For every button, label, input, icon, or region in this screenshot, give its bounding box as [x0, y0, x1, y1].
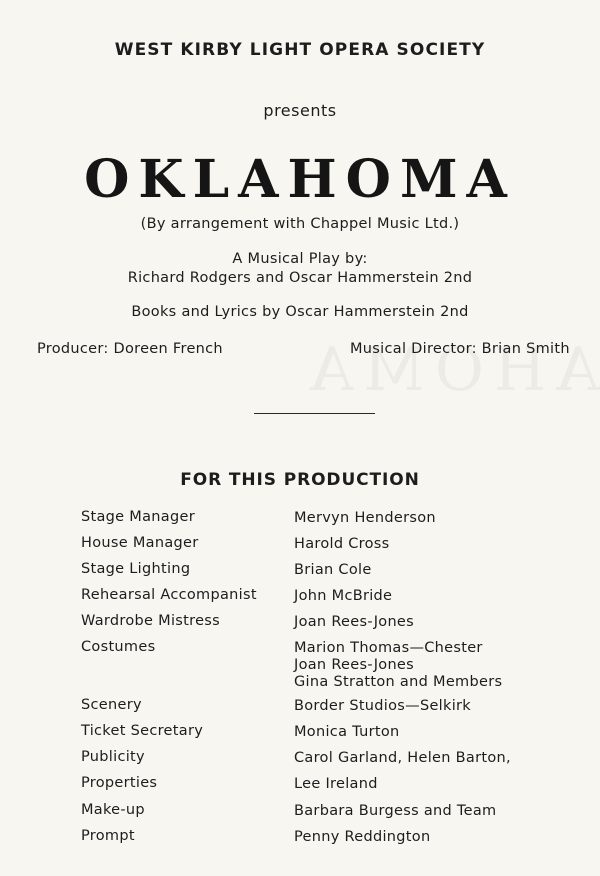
divider-rule: [254, 413, 375, 414]
credit-name: Barbara Burgess and Team: [294, 803, 497, 819]
credit-names: [294, 750, 511, 767]
section-heading: FOR THIS PRODUCTION: [180, 470, 420, 490]
credit-name: Marion Thomas—Chester: [294, 640, 483, 656]
credit-role: Make-up: [81, 802, 145, 818]
credit-name: Joan Rees-Jones: [294, 614, 415, 630]
authors-line: Richard Rodgers and Oscar Hammerstein 2nd: [127, 270, 473, 286]
credit-name: Lee Ireland: [294, 776, 378, 792]
show-title: OKLAHOMA: [84, 149, 516, 210]
credit-name: Carol Garland, Helen Barton,: [294, 750, 511, 766]
credit-name: Border Studios—Selkirk: [294, 698, 471, 714]
society-name: WEST KIRBY LIGHT OPERA SOCIETY: [114, 40, 486, 60]
credit-role: Prompt: [81, 828, 135, 844]
credit-name: Joan Rees-Jones: [294, 657, 415, 673]
credit-names: [294, 640, 502, 691]
credit-names: [294, 536, 390, 553]
credit-name: Harold Cross: [294, 536, 390, 552]
credit-role: House Manager: [81, 535, 199, 551]
arrangement-note: (By arrangement with Chappel Music Ltd.): [140, 216, 460, 232]
credit-role: Publicity: [81, 749, 145, 765]
credit-name: Monica Turton: [294, 724, 400, 740]
credit-role: Properties: [81, 775, 158, 791]
credit-name: John McBride: [294, 588, 393, 604]
musical-play-line: A Musical Play by:: [232, 251, 368, 267]
credit-names: [294, 698, 471, 715]
presents-text: presents: [263, 101, 337, 120]
credit-role: Stage Manager: [81, 509, 195, 525]
credit-names: [294, 724, 400, 741]
producer-credit: Producer: Doreen French: [37, 341, 223, 357]
credit-names: [294, 588, 392, 605]
credit-names: [294, 562, 372, 579]
credit-names: [294, 776, 378, 793]
credit-name: Brian Cole: [294, 562, 372, 578]
credit-role: Stage Lighting: [81, 561, 191, 577]
credit-role: Wardrobe Mistress: [81, 613, 221, 629]
credit-name: Penny Reddington: [294, 829, 431, 845]
musical-director-credit: Musical Director: Brian Smith: [350, 341, 570, 357]
credit-role: Costumes: [81, 639, 156, 655]
credit-role: Ticket Secretary: [81, 723, 204, 739]
books-lyrics-line: Books and Lyrics by Oscar Hammerstein 2nd: [131, 304, 469, 320]
credit-role: Rehearsal Accompanist: [81, 587, 257, 603]
credit-role: Scenery: [81, 697, 142, 713]
credit-names: [294, 829, 430, 846]
credit-names: [294, 614, 414, 631]
credit-names: [294, 510, 436, 527]
credit-name: Gina Stratton and Members: [294, 674, 503, 690]
credit-names: [294, 803, 496, 820]
credit-name: Mervyn Henderson: [294, 510, 436, 526]
